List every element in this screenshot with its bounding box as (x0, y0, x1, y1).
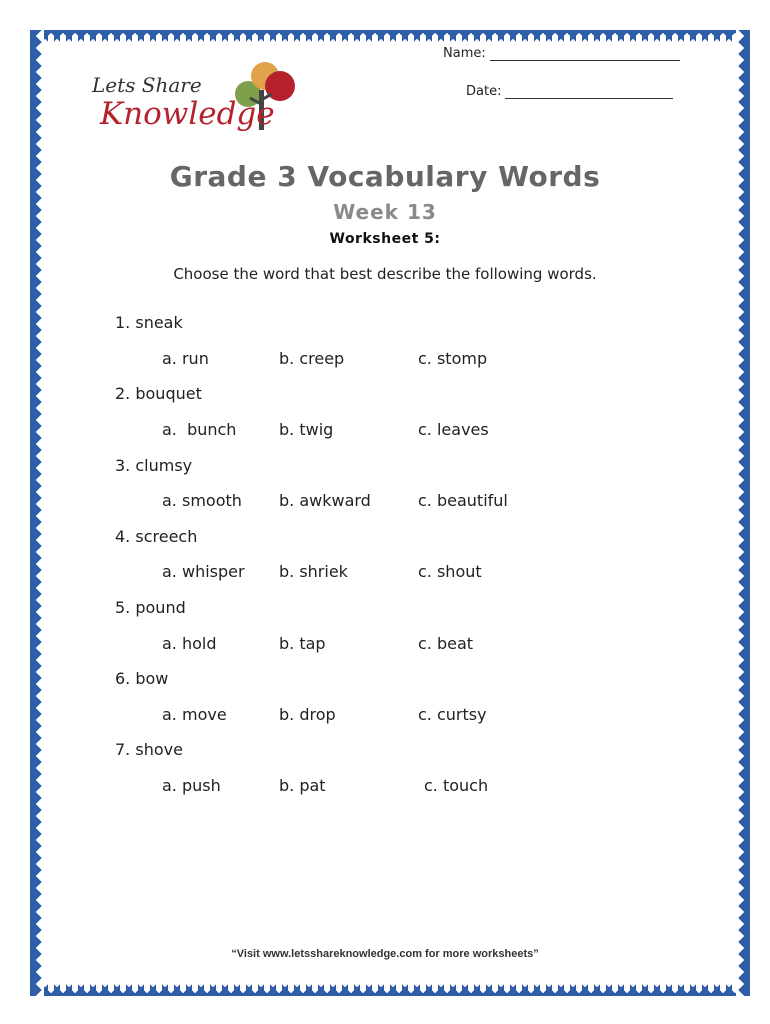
option-c[interactable]: c. beautiful (418, 491, 508, 510)
question-word: bouquet (135, 384, 202, 403)
question-word: sneak (135, 313, 183, 332)
option-b[interactable]: b. shriek (279, 562, 348, 581)
page-border-bottom (30, 982, 750, 996)
question-word: screech (135, 527, 198, 546)
option-a[interactable]: a. move (162, 705, 227, 724)
question-3: 3. clumsy (115, 456, 193, 475)
logo-text-line2: Knowledge (100, 96, 275, 132)
lets-share-knowledge-logo (90, 60, 310, 140)
option-b[interactable]: b. awkward (279, 491, 371, 510)
option-a[interactable]: a. hold (162, 634, 217, 653)
question-6: 6. bow (115, 669, 169, 688)
option-c[interactable]: c. beat (418, 634, 474, 653)
instructions: Choose the word that best describe the following words. (173, 265, 597, 283)
page-border-top (30, 30, 750, 44)
logo-text-line1: Lets Share (92, 73, 202, 97)
date-line[interactable] (505, 98, 673, 99)
option-b[interactable]: b. drop (279, 705, 336, 724)
question-5: 5. pound (115, 598, 186, 617)
name-label: Name: (443, 46, 486, 61)
question-1: 1. sneak (115, 313, 183, 332)
option-c[interactable]: c. leaves (418, 420, 489, 439)
footer-visit-text: “Visit www.letsshareknowledge.com for more worksheets” (231, 948, 539, 960)
question-4: 4. screech (115, 527, 198, 546)
option-a[interactable]: a. bunch (162, 420, 237, 439)
option-c[interactable]: c. touch (424, 776, 489, 795)
name-field[interactable] (443, 46, 680, 61)
option-a[interactable]: a. whisper (162, 562, 245, 581)
option-a[interactable]: a. smooth (162, 491, 242, 510)
question-word: bow (135, 669, 169, 688)
question-2: 2. bouquet (115, 384, 202, 403)
question-word: clumsy (135, 456, 193, 475)
main-title: Grade 3 Vocabulary Words (169, 160, 601, 193)
name-line[interactable] (490, 60, 680, 61)
option-c[interactable]: c. shout (418, 562, 482, 581)
option-b[interactable]: b. pat (279, 776, 326, 795)
week-subtitle: Week 13 (333, 200, 437, 224)
date-field[interactable] (466, 84, 673, 99)
option-c[interactable]: c. stomp (418, 349, 488, 368)
option-b[interactable]: b. tap (279, 634, 326, 653)
option-a[interactable]: a. push (162, 776, 221, 795)
question-word: shove (135, 740, 183, 759)
option-b[interactable]: b. twig (279, 420, 334, 439)
worksheet-label: Worksheet 5: (329, 231, 441, 247)
option-a[interactable]: a. run (162, 349, 209, 368)
option-b[interactable]: b. creep (279, 349, 345, 368)
question-word: pound (135, 598, 186, 617)
question-7: 7. shove (115, 740, 183, 759)
option-c[interactable]: c. curtsy (418, 705, 487, 724)
date-label: Date: (466, 84, 502, 99)
